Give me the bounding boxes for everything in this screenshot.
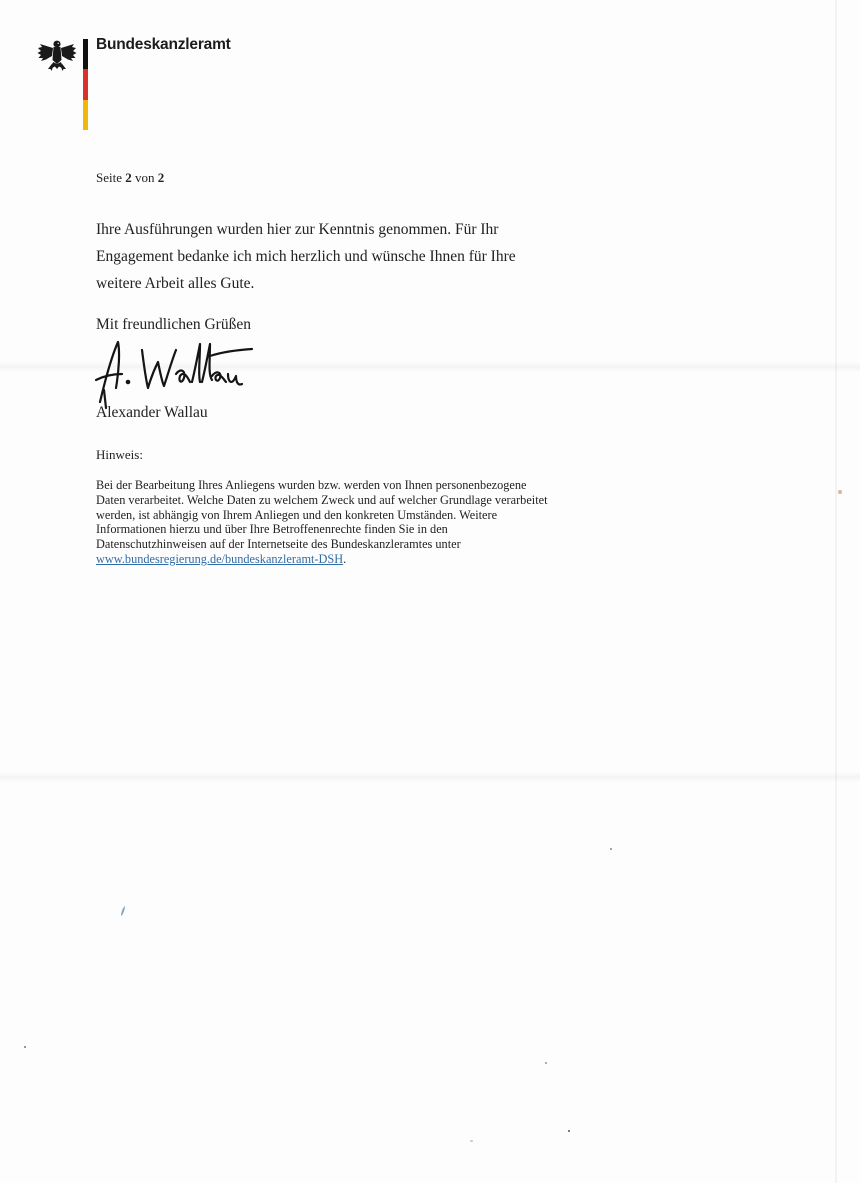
closing-salutation: Mit freundlichen Grüßen	[96, 316, 251, 333]
notice-line: Informationen hierzu und über Ihre Betroffenenrechte finden Sie in den	[96, 522, 448, 537]
scan-speck	[568, 1130, 570, 1132]
flag-stripe-red	[83, 69, 88, 100]
scan-speck	[838, 490, 842, 494]
letter-body	[96, 216, 576, 297]
notice-line: werden, ist abhängig von Ihrem Anliegen und den konkreten Umständen. Weitere	[96, 507, 498, 522]
body-line: weitere Arbeit alles Gute.	[96, 275, 255, 292]
scan-speck	[24, 1046, 26, 1048]
body-line: Ihre Ausführungen wurden hier zur Kenntnis genommen. Für Ihr	[96, 221, 499, 238]
link-suffix: .	[343, 551, 347, 566]
scan-speck	[120, 906, 125, 916]
scan-speck	[610, 848, 612, 850]
page-indicator	[96, 170, 164, 186]
notice-link-line	[96, 552, 596, 567]
flag-stripe-gold	[83, 100, 88, 130]
signer-name: Alexander Wallau	[96, 404, 208, 421]
fold-line	[0, 772, 860, 782]
notice-line: Bei der Bearbeitung Ihres Anliegens wurden bzw. werden von Ihnen personenbezogene	[96, 478, 527, 492]
notice-line: Daten verarbeitet. Welche Daten zu welchem Zweck und auf welcher Grundlage verarbeitet	[96, 492, 548, 507]
page-current: 2	[125, 170, 132, 185]
body-line: Engagement bedanke ich mich herzlich und wünsche Ihnen für Ihre	[96, 248, 516, 265]
page-middle: von	[135, 170, 155, 185]
privacy-link[interactable]: www.bundesregierung.de/bundeskanzleramt-DSH	[96, 551, 344, 566]
flag-bar	[83, 39, 88, 130]
scan-speck	[545, 1062, 547, 1064]
scan-speck	[470, 1140, 473, 1142]
federal-eagle-icon	[37, 38, 77, 76]
notice-line: Datenschutzhinweisen auf der Internetseite des Bundeskanzleramtes unter	[96, 537, 461, 552]
notice-title: Hinweis:	[96, 447, 143, 462]
page-prefix: Seite	[96, 170, 122, 185]
privacy-notice	[96, 478, 596, 567]
flag-stripe-black	[83, 39, 88, 69]
handwritten-signature	[92, 330, 262, 412]
page-total: 2	[157, 170, 165, 185]
org-name: Bundeskanzleramt	[96, 36, 231, 53]
scan-edge	[835, 0, 837, 1183]
